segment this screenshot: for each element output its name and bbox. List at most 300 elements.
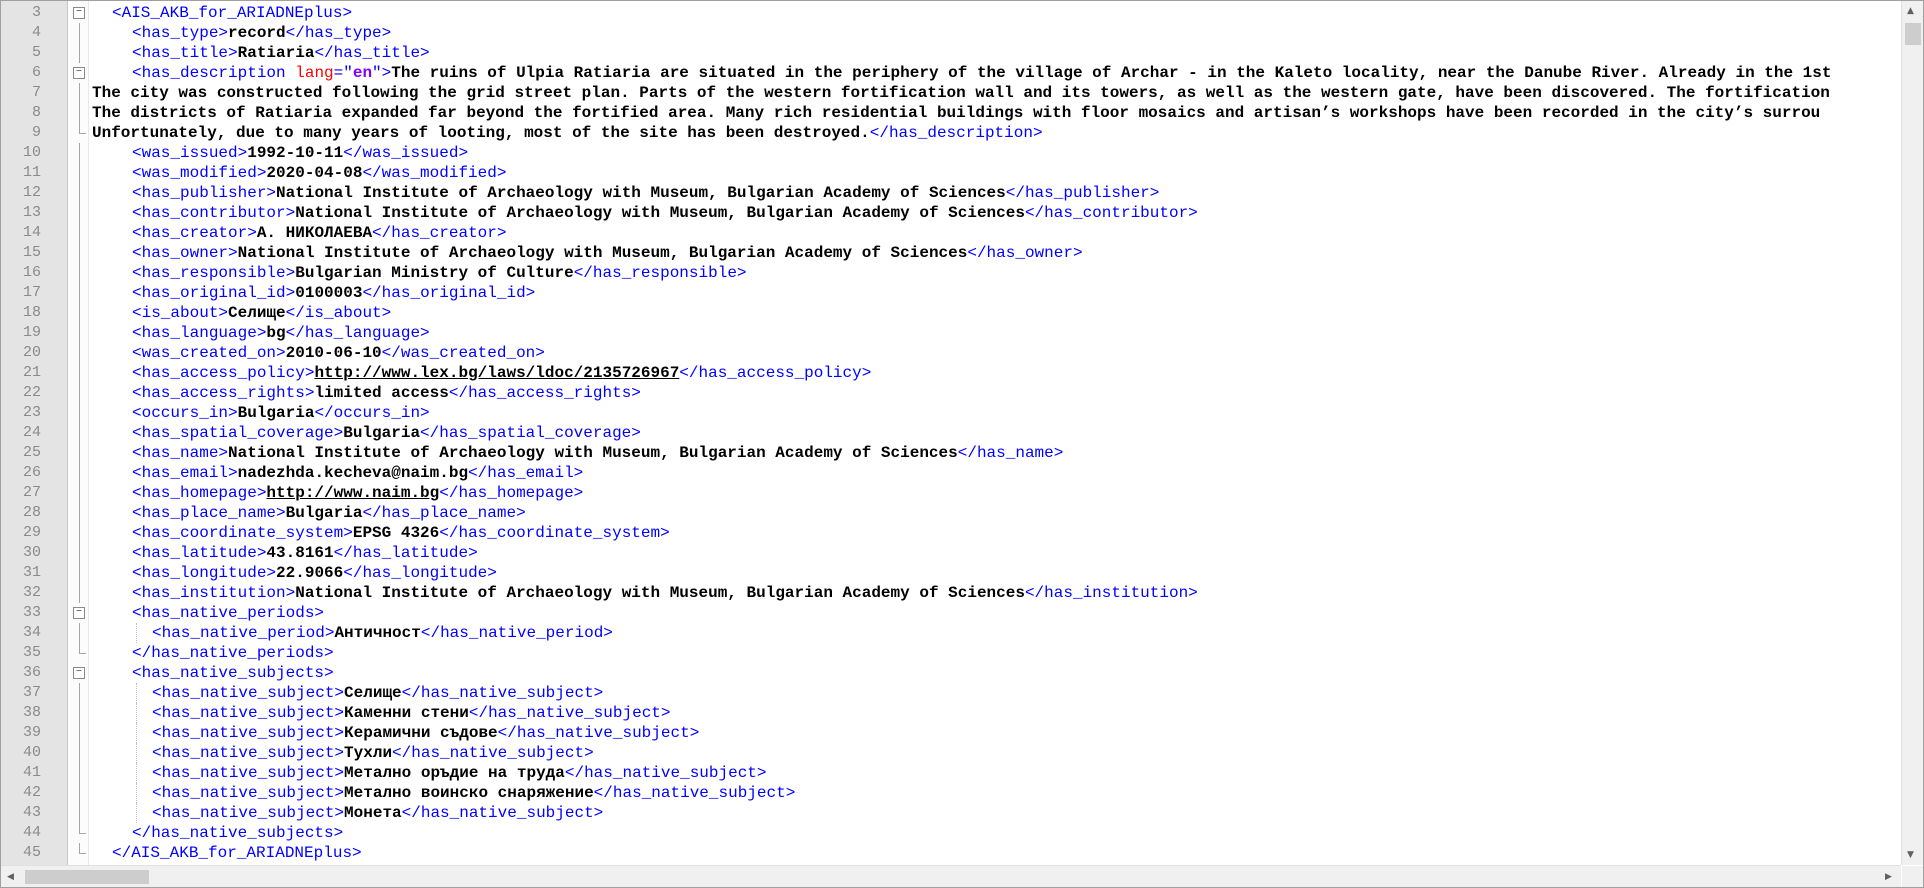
line-number: 44	[22, 824, 41, 841]
xml-text: 1992-10-11	[247, 144, 344, 162]
url-link[interactable]: http://www.lex.bg/laws/ldoc/2135726967	[314, 364, 680, 382]
fold-line	[79, 103, 80, 123]
line-number: 25	[22, 444, 41, 461]
line-number: 11	[22, 164, 41, 181]
horizontal-scrollbar[interactable]	[1, 865, 1901, 887]
line-number: 4	[31, 24, 41, 41]
xml-tag: <has_coordinate_system>	[132, 524, 353, 542]
code-line[interactable]	[1, 483, 1901, 503]
code-line[interactable]	[1, 843, 1901, 863]
code-text	[132, 63, 1831, 83]
code-line[interactable]	[1, 163, 1901, 183]
code-line[interactable]	[1, 563, 1901, 583]
xml-tag: </has_longitude>	[343, 564, 497, 582]
code-line[interactable]	[1, 123, 1901, 143]
xml-text: National Institute of Archaeology with Museum, Bulgarian Academy of Sciences	[276, 184, 1006, 202]
fold-line	[79, 403, 80, 423]
xml-tag: </has_native_subject>	[468, 704, 671, 722]
code-text	[152, 623, 613, 643]
code-text	[132, 203, 1198, 223]
xml-tag: <has_access_rights>	[132, 384, 315, 402]
code-line[interactable]	[1, 523, 1901, 543]
fold-line	[79, 623, 80, 643]
xml-tag: </was_issued>	[343, 144, 469, 162]
xml-tag: <has_responsible>	[132, 264, 296, 282]
xml-tag: <has_institution>	[132, 584, 296, 602]
code-text	[92, 103, 1820, 123]
xml-text: Селище	[344, 684, 402, 702]
code-line[interactable]	[1, 643, 1901, 663]
code-line[interactable]	[1, 223, 1901, 243]
xml-tag: </has_native_subject>	[593, 784, 796, 802]
code-line[interactable]	[1, 503, 1901, 523]
xml-tag: </has_creator>	[372, 224, 507, 242]
xml-tag: </has_title>	[314, 44, 430, 62]
code-text	[92, 123, 1043, 143]
fold-end-marker	[79, 133, 86, 134]
fold-line	[79, 383, 80, 403]
line-number: 36	[22, 664, 41, 681]
xml-tag: <has_native_subject>	[152, 784, 345, 802]
indent-guide	[136, 803, 137, 823]
line-number: 28	[22, 504, 41, 521]
code-text	[132, 283, 535, 303]
code-text	[132, 263, 747, 283]
fold-line	[79, 803, 80, 823]
line-number: 18	[22, 304, 41, 321]
code-text	[132, 503, 526, 523]
xml-text: 2020-04-08	[266, 164, 363, 182]
line-number: 33	[22, 604, 41, 621]
fold-end-marker	[79, 853, 86, 854]
code-text	[132, 183, 1159, 203]
xml-tag: <AIS_AKB_for_ARIADNEplus>	[112, 4, 353, 22]
fold-collapse-icon[interactable]: −	[73, 607, 85, 619]
xml-text: Метално оръдие на труда	[344, 764, 565, 782]
code-line[interactable]	[1, 83, 1901, 103]
code-line[interactable]	[1, 203, 1901, 223]
line-number: 27	[22, 484, 41, 501]
code-text	[132, 543, 478, 563]
indent-guide	[136, 623, 137, 643]
fold-line	[79, 323, 80, 343]
code-line[interactable]	[1, 3, 1901, 23]
xml-text: 0100003	[295, 284, 363, 302]
fold-line	[79, 343, 80, 363]
xml-text: Bulgaria	[285, 504, 363, 522]
fold-line	[79, 363, 80, 383]
fold-line	[79, 523, 80, 543]
code-text	[152, 723, 699, 743]
code-line[interactable]	[1, 243, 1901, 263]
code-line[interactable]	[1, 823, 1901, 843]
xml-tag: </has_native_subject>	[401, 804, 604, 822]
code-line[interactable]	[1, 663, 1901, 683]
fold-line	[79, 783, 80, 803]
code-text	[132, 583, 1198, 603]
code-line[interactable]	[1, 43, 1901, 63]
code-text	[132, 383, 641, 403]
line-number: 31	[22, 564, 41, 581]
xml-tag: <has_language>	[132, 324, 267, 342]
xml-tag: <has_creator>	[132, 224, 257, 242]
fold-line	[79, 423, 80, 443]
code-text	[132, 363, 871, 383]
code-line[interactable]	[1, 383, 1901, 403]
code-text	[132, 223, 506, 243]
fold-line	[79, 303, 80, 323]
line-number: 20	[22, 344, 41, 361]
line-number: 5	[31, 44, 41, 61]
code-line[interactable]	[1, 143, 1901, 163]
fold-line	[79, 243, 80, 263]
line-number: 35	[22, 644, 41, 661]
code-text	[132, 523, 670, 543]
xml-tag: </has_access_policy>	[679, 364, 872, 382]
code-line[interactable]	[1, 763, 1901, 783]
code-editor[interactable]	[1, 1, 1901, 865]
code-text	[132, 343, 545, 363]
xml-tag: </is_about>	[285, 304, 392, 322]
xml-tag: </has_contributor>	[1024, 204, 1198, 222]
fold-line	[79, 683, 80, 703]
line-number: 16	[22, 264, 41, 281]
xml-tag: <has_homepage>	[132, 484, 267, 502]
xml-text: 43.8161	[266, 544, 334, 562]
xml-tag: </has_name>	[957, 444, 1064, 462]
xml-tag: </has_coordinate_system>	[439, 524, 670, 542]
code-line[interactable]	[1, 103, 1901, 123]
line-number: 23	[22, 404, 41, 421]
xml-tag: </has_access_rights>	[448, 384, 641, 402]
xml-text: National Institute of Archaeology with Museum, Bulgarian Academy of Sciences	[228, 444, 958, 462]
xml-text: The districts of Ratiaria expanded far beyond the fortified area. Many rich residential buildings with floor mosaics and artisan’s workshops have been recorded in the city’s surrou	[92, 104, 1821, 122]
xml-tag: </has_place_name>	[362, 504, 526, 522]
fold-line	[79, 443, 80, 463]
xml-tag: <has_native_subject>	[152, 764, 345, 782]
fold-line	[79, 143, 80, 163]
xml-text: EPSG 4326	[352, 524, 440, 542]
xml-tag: <has_native_subject>	[152, 684, 345, 702]
xml-tag: <was_created_on>	[132, 344, 286, 362]
xml-tag: </has_native_period>	[420, 624, 613, 642]
line-number: 13	[22, 204, 41, 221]
xml-text: The city was constructed following the grid street plan. Parts of the western fortification wall and its towers, as well as the western gate, have been discovered. The fortification	[92, 84, 1830, 102]
url-link[interactable]: http://www.naim.bg	[266, 484, 440, 502]
xml-tag: </has_original_id>	[362, 284, 536, 302]
xml-tag: <has_spatial_coverage>	[132, 424, 344, 442]
xml-tag: <has_email>	[132, 464, 238, 482]
indent-guide	[136, 703, 137, 723]
fold-line	[79, 703, 80, 723]
scroll-right-arrow-icon[interactable]: ▶	[1885, 872, 1892, 882]
xml-tag: </has_spatial_coverage>	[420, 424, 641, 442]
xml-tag: <is_about>	[132, 304, 229, 322]
xml-tag: </has_native_periods>	[132, 644, 334, 662]
fold-line	[79, 483, 80, 503]
xml-tag: </has_native_subject>	[392, 744, 594, 762]
line-number: 19	[22, 324, 41, 341]
code-text	[112, 843, 362, 863]
xml-tag: <has_access_policy>	[132, 364, 315, 382]
xml-tag: <has_title>	[132, 44, 238, 62]
fold-line	[79, 223, 80, 243]
xml-text: 2010-06-10	[285, 344, 382, 362]
code-text	[132, 643, 334, 663]
xml-tag: <has_native_period>	[152, 624, 335, 642]
xml-tag: </was_created_on>	[381, 344, 545, 362]
xml-tag: </AIS_AKB_for_ARIADNEplus>	[112, 844, 362, 862]
vertical-scroll-thumb[interactable]	[1905, 23, 1921, 45]
code-text	[152, 743, 594, 763]
xml-text: А. НИКОЛАЕВА	[256, 224, 373, 242]
code-line[interactable]	[1, 803, 1901, 823]
line-number: 9	[31, 124, 41, 141]
xml-tag: <was_modified>	[132, 164, 267, 182]
xml-tag: </was_modified>	[362, 164, 507, 182]
code-text	[132, 603, 324, 623]
xml-tag: </has_native_subjects>	[132, 824, 344, 842]
line-number: 39	[22, 724, 41, 741]
xml-tag: <has_longitude>	[132, 564, 277, 582]
code-line[interactable]	[1, 783, 1901, 803]
code-text	[132, 423, 641, 443]
vertical-scrollbar[interactable]	[1901, 1, 1923, 865]
line-number: 17	[22, 284, 41, 301]
xml-text: bg	[266, 324, 286, 342]
code-text	[132, 43, 430, 63]
code-line[interactable]	[1, 683, 1901, 703]
fold-line	[79, 463, 80, 483]
xml-text: National Institute of Archaeology with Museum, Bulgarian Academy of Sciences	[295, 584, 1025, 602]
code-line[interactable]	[1, 343, 1901, 363]
xml-tag: <occurs_in>	[132, 404, 238, 422]
line-number: 10	[22, 144, 41, 161]
xml-tag: <has_publisher>	[132, 184, 277, 202]
scroll-up-arrow-icon[interactable]: ▲	[1907, 6, 1914, 16]
fold-line	[79, 283, 80, 303]
xml-tag: <has_description	[132, 64, 296, 82]
code-text	[132, 163, 506, 183]
code-line[interactable]	[1, 63, 1901, 83]
xml-tag: ">	[372, 64, 392, 82]
code-text	[152, 783, 795, 803]
line-number: 29	[22, 524, 41, 541]
xml-tag: </has_language>	[285, 324, 430, 342]
code-line[interactable]	[1, 183, 1901, 203]
xml-tag: </has_native_subject>	[564, 764, 767, 782]
xml-text: record	[228, 24, 286, 42]
code-line[interactable]	[1, 323, 1901, 343]
code-line[interactable]	[1, 723, 1901, 743]
xml-tag: <has_native_subject>	[152, 744, 345, 762]
line-number: 34	[22, 624, 41, 641]
xml-text: Метално воинско снаряжение	[344, 784, 594, 802]
xml-tag: </has_type>	[285, 24, 392, 42]
line-number: 24	[22, 424, 41, 441]
fold-line	[79, 23, 80, 43]
code-line[interactable]	[1, 303, 1901, 323]
line-number: 30	[22, 544, 41, 561]
xml-tag: </has_email>	[468, 464, 584, 482]
fold-line	[79, 563, 80, 583]
code-line[interactable]	[1, 363, 1901, 383]
xml-text: 22.9066	[276, 564, 344, 582]
fold-line	[79, 543, 80, 563]
code-text	[132, 563, 497, 583]
code-line[interactable]	[1, 423, 1901, 443]
code-line[interactable]	[1, 603, 1901, 623]
indent-guide	[136, 763, 137, 783]
line-number: 45	[22, 844, 41, 861]
xml-tag: <has_native_subject>	[152, 804, 345, 822]
fold-line	[79, 843, 80, 853]
code-text	[132, 303, 391, 323]
xml-tag: </has_native_subject>	[401, 684, 604, 702]
fold-collapse-icon[interactable]: −	[73, 67, 85, 79]
code-text	[132, 483, 583, 503]
code-line[interactable]	[1, 583, 1901, 603]
code-line[interactable]	[1, 283, 1901, 303]
line-number: 3	[31, 4, 41, 21]
line-number: 38	[22, 704, 41, 721]
line-number: 12	[22, 184, 41, 201]
code-text	[132, 403, 430, 423]
xml-tag: <has_native_subjects>	[132, 664, 334, 682]
xml-tag: </has_native_subject>	[497, 724, 700, 742]
xml-tag: </has_owner>	[967, 244, 1083, 262]
xml-tag: </has_description>	[869, 124, 1043, 142]
xml-tag: <has_native_subject>	[152, 704, 345, 722]
xml-tag: </has_institution>	[1024, 584, 1198, 602]
xml-text: Bulgaria	[343, 424, 421, 442]
code-line[interactable]	[1, 263, 1901, 283]
indent-guide	[136, 723, 137, 743]
fold-collapse-icon[interactable]: −	[73, 7, 85, 19]
xml-text: Unfortunately, due to many years of looting, most of the site has been destroyed.	[92, 124, 870, 142]
code-text	[132, 663, 334, 683]
xml-text: Ratiaria	[237, 44, 315, 62]
code-text	[152, 803, 603, 823]
xml-text: Bulgaria	[237, 404, 315, 422]
xml-tag: <has_contributor>	[132, 204, 296, 222]
code-text	[112, 3, 352, 23]
xml-text: Каменни стени	[344, 704, 469, 722]
code-line[interactable]	[1, 543, 1901, 563]
xml-text: Тухли	[344, 744, 393, 762]
fold-line	[79, 643, 80, 653]
line-number: 43	[22, 804, 41, 821]
fold-line	[79, 163, 80, 183]
code-line[interactable]	[1, 403, 1901, 423]
xml-text: Монета	[344, 804, 402, 822]
code-line[interactable]	[1, 443, 1901, 463]
xml-text: National Institute of Archaeology with Museum, Bulgarian Academy of Sciences	[295, 204, 1025, 222]
code-text	[132, 323, 430, 343]
code-line[interactable]	[1, 743, 1901, 763]
xml-tag: </has_homepage>	[439, 484, 584, 502]
fold-end-marker	[79, 833, 86, 834]
fold-line	[79, 83, 80, 103]
line-number: 15	[22, 244, 41, 261]
fold-line	[79, 723, 80, 743]
indent-guide	[136, 783, 137, 803]
xml-tag: </has_latitude>	[333, 544, 478, 562]
line-number: 6	[31, 64, 41, 81]
line-number: 8	[31, 104, 41, 121]
line-number: 42	[22, 784, 41, 801]
xml-text: limited access	[314, 384, 449, 402]
fold-line	[79, 823, 80, 833]
line-number: 14	[22, 224, 41, 241]
fold-line	[79, 263, 80, 283]
xml-attribute-value: en	[352, 64, 373, 82]
xml-text: Античност	[334, 624, 421, 642]
scroll-left-arrow-icon[interactable]: ◀	[7, 872, 14, 882]
xml-tag: <has_native_periods>	[132, 604, 325, 622]
line-number: 22	[22, 384, 41, 401]
code-text	[132, 823, 343, 843]
code-line[interactable]	[1, 463, 1901, 483]
fold-line	[79, 743, 80, 763]
line-number: 21	[22, 364, 41, 381]
xml-tag: <has_place_name>	[132, 504, 286, 522]
xml-tag: <has_name>	[132, 444, 229, 462]
line-number: 41	[22, 764, 41, 781]
xml-attribute: lang	[295, 64, 334, 82]
fold-line	[79, 503, 80, 523]
code-text	[132, 443, 1063, 463]
indent-guide	[136, 743, 137, 763]
code-text	[152, 683, 603, 703]
fold-line	[79, 183, 80, 203]
xml-text: Керамични съдове	[344, 724, 498, 742]
fold-line	[79, 43, 80, 63]
code-line[interactable]	[1, 623, 1901, 643]
fold-line	[79, 583, 80, 603]
fold-line	[79, 203, 80, 223]
line-number: 32	[22, 584, 41, 601]
xml-tag: <has_native_subject>	[152, 724, 345, 742]
code-lines	[1, 3, 1901, 863]
xml-tag: </has_publisher>	[1005, 184, 1160, 202]
xml-text: nadezhda.kecheva@naim.bg	[237, 464, 469, 482]
xml-text: Селище	[228, 304, 286, 322]
line-number: 26	[22, 464, 41, 481]
fold-line	[79, 123, 80, 133]
xml-tag: <has_latitude>	[132, 544, 267, 562]
fold-line	[79, 763, 80, 783]
fold-end-marker	[79, 653, 86, 654]
code-text	[152, 703, 671, 723]
line-number: 40	[22, 744, 41, 761]
code-text	[132, 143, 468, 163]
code-line[interactable]	[1, 703, 1901, 723]
xml-tag: <has_owner>	[132, 244, 238, 262]
code-text	[132, 23, 391, 43]
xml-tag: <has_type>	[132, 24, 229, 42]
code-text	[132, 243, 1083, 263]
xml-tag: ="	[333, 64, 353, 82]
code-line[interactable]	[1, 23, 1901, 43]
scrollbar-corner	[1902, 866, 1923, 887]
fold-collapse-icon[interactable]: −	[73, 667, 85, 679]
horizontal-scroll-thumb[interactable]	[25, 870, 149, 884]
xml-text: National Institute of Archaeology with Museum, Bulgarian Academy of Sciences	[237, 244, 968, 262]
scroll-down-arrow-icon[interactable]: ▼	[1907, 850, 1914, 860]
xml-tag: <was_issued>	[132, 144, 248, 162]
code-text	[132, 463, 583, 483]
